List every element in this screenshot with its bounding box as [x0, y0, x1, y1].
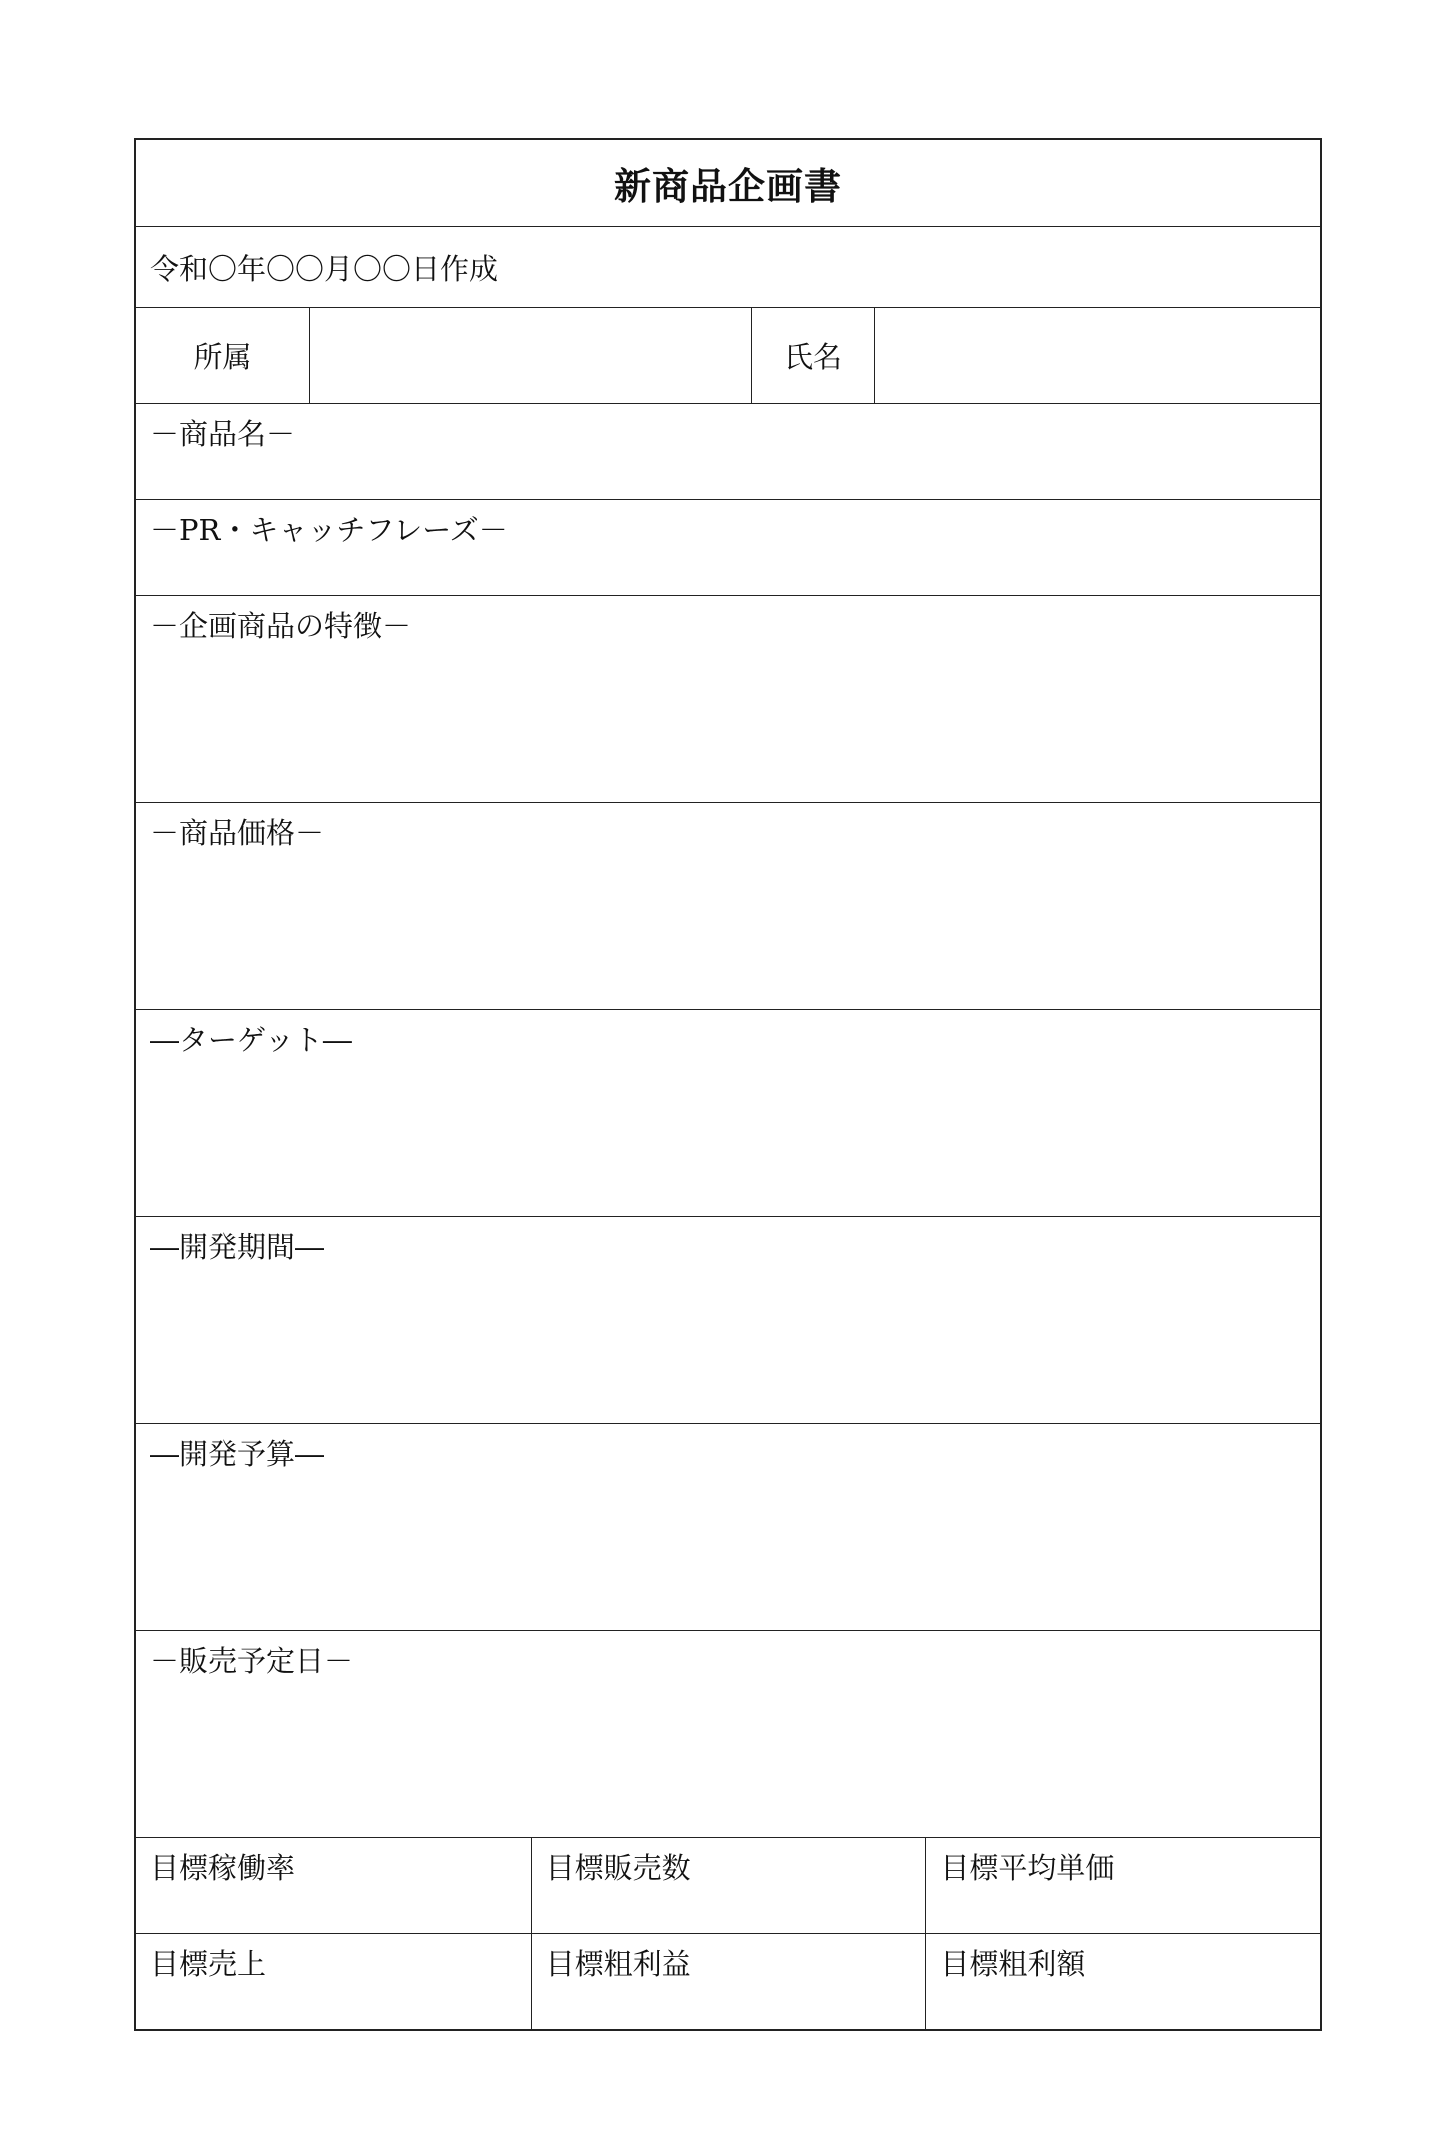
- affiliation-field[interactable]: [309, 308, 751, 403]
- section-product-name[interactable]: [136, 403, 1320, 499]
- metrics-row: [136, 1933, 1320, 2029]
- section-label: －PR・キャッチフレーズ－: [150, 513, 508, 547]
- metric-target-sales-volume[interactable]: 目標販売数: [531, 1838, 926, 1933]
- section-label: ―ターゲット―: [150, 1023, 352, 1057]
- section-label: －販売予定日－: [150, 1644, 354, 1678]
- section-product-features[interactable]: [136, 595, 1320, 802]
- section-label: ―開発予算―: [150, 1437, 325, 1471]
- creation-date: 令和〇年〇〇月〇〇日作成: [150, 251, 499, 286]
- plan-form: [134, 138, 1322, 2031]
- document-title: 新商品企画書: [614, 165, 842, 208]
- metric-target-gross-margin-amount[interactable]: 目標粗利額: [925, 1934, 1320, 2029]
- section-product-price[interactable]: [136, 802, 1320, 1009]
- section-label: －商品価格－: [150, 816, 325, 850]
- metric-target-utilization[interactable]: 目標稼働率: [150, 1851, 296, 1885]
- section-target[interactable]: [136, 1009, 1320, 1216]
- metric-target-revenue[interactable]: 目標売上: [150, 1947, 267, 1981]
- section-release-date[interactable]: [136, 1630, 1320, 1837]
- affiliation-label: 所属: [193, 340, 252, 374]
- metric-target-average-price[interactable]: 目標平均単価: [925, 1838, 1320, 1933]
- section-label: ―開発期間―: [150, 1230, 325, 1264]
- section-development-budget[interactable]: [136, 1423, 1320, 1630]
- section-label: －商品名－: [150, 417, 296, 451]
- section-pr-catchphrase[interactable]: [136, 499, 1320, 595]
- date-row: [136, 226, 1320, 307]
- affiliation-name-row: [136, 307, 1320, 403]
- metric-target-gross-profit[interactable]: 目標粗利益: [531, 1934, 926, 2029]
- name-label: 氏名: [751, 308, 874, 403]
- title-row: [136, 140, 1320, 226]
- name-field[interactable]: [874, 308, 1320, 403]
- section-label: －企画商品の特徴－: [150, 609, 412, 643]
- section-development-period[interactable]: [136, 1216, 1320, 1423]
- metrics-row: [136, 1837, 1320, 1933]
